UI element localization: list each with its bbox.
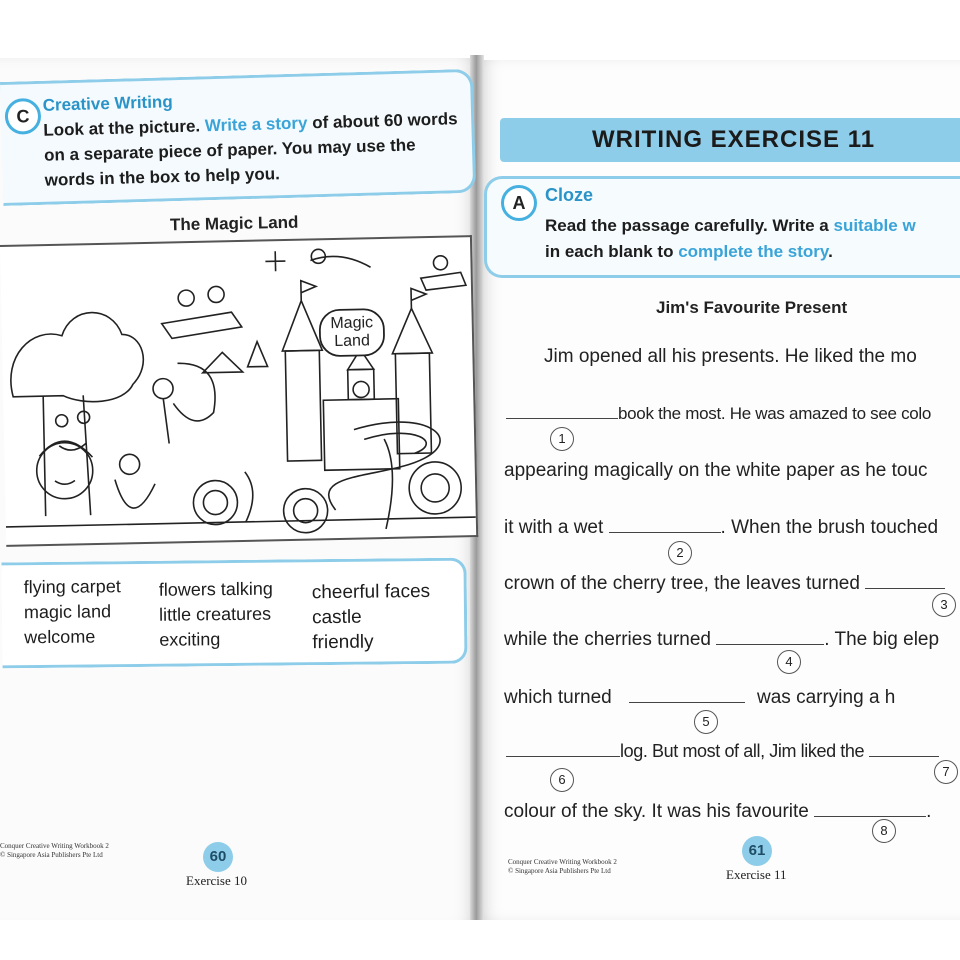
word-item: cheerful faces (311, 580, 431, 604)
section-badge-a: A (501, 185, 537, 221)
passage-line-3: appearing magically on the white paper as he touc (504, 460, 928, 481)
passage-line-2: book the most. He was amazed to see colo (506, 402, 931, 424)
blank-number-1: 1 (550, 427, 574, 451)
passage-line-7: which turned was carrying a h (504, 687, 896, 708)
word-column-1 (24, 574, 122, 650)
blank-number-3: 3 (932, 593, 956, 617)
passage-line-6: while the cherries turned . The big elep (504, 629, 940, 650)
passage-line-5: crown of the cherry tree, the leaves turned (504, 572, 945, 595)
right-exercise-label: Exercise 11 (726, 867, 787, 882)
picture-title: The Magic Land (169, 212, 299, 235)
blank-6[interactable] (506, 740, 620, 757)
table-surface (0, 920, 960, 960)
blank-4[interactable] (716, 628, 824, 645)
right-page-number: 61 (742, 836, 772, 866)
word-item: magic land (23, 601, 112, 623)
blank-3[interactable] (865, 572, 945, 589)
blank-7[interactable] (869, 740, 939, 757)
word-box (1, 558, 467, 669)
section-title-cloze: Cloze (545, 185, 594, 205)
cloze-header (484, 176, 960, 278)
magic-land-sign-line1: Magic (330, 314, 374, 333)
creative-writing-header (0, 69, 476, 206)
right-publisher-note: Conquer Creative Writing Workbook 2 © Singapore Asia Publishers Pte Ltd (508, 858, 617, 875)
blank-8[interactable] (814, 800, 926, 817)
illustration-drawing (0, 237, 476, 545)
blank-1[interactable] (506, 402, 618, 419)
magic-land-sign-line2: Land (334, 332, 371, 351)
blank-number-4: 4 (777, 650, 801, 674)
banner-title: WRITING EXERCISE 11 (592, 126, 876, 153)
creative-writing-instruction: Look at the picture. Write a story of about 60 words on a separate piece of paper. You may use the words in the box to help you. (43, 109, 458, 190)
word-column-3 (312, 579, 431, 655)
magic-land-illustration (0, 235, 478, 547)
word-item: exciting (159, 629, 221, 650)
blank-5[interactable] (629, 686, 745, 703)
passage-line-4: it with a wet . When the brush touched (504, 517, 939, 538)
word-item: welcome (24, 626, 96, 648)
passage-title: Jim's Favourite Present (656, 298, 848, 317)
left-exercise-label: Exercise 10 (186, 873, 248, 888)
section-badge-c: C (4, 98, 41, 135)
word-item: flowers talking (158, 578, 273, 600)
passage-line-8: log. But most of all, Jim liked the (506, 740, 939, 762)
left-page-number: 60 (203, 842, 233, 872)
cloze-instruction: Read the passage carefully. Write a suitable w in each blank to complete the story. (545, 216, 916, 261)
word-column-2 (159, 577, 274, 653)
word-item: flying carpet (23, 576, 121, 598)
passage-line-9: colour of the sky. It was his favourite . (504, 801, 932, 822)
blank-number-5: 5 (694, 710, 718, 734)
section-title-creative-writing: Creative Writing (42, 92, 173, 115)
blank-number-6: 6 (550, 768, 574, 792)
blank-number-8: 8 (872, 819, 896, 843)
word-item: little creatures (158, 603, 272, 625)
passage-line-1: Jim opened all his presents. He liked the mo (544, 346, 917, 367)
blank-number-7: 7 (934, 760, 958, 784)
writing-exercise-banner (500, 118, 960, 162)
word-item: castle (311, 606, 362, 629)
left-publisher-note: Conquer Creative Writing Workbook 2 © Singapore Asia Publishers Pte Ltd (0, 842, 109, 859)
word-item: friendly (312, 631, 374, 654)
blank-2[interactable] (609, 516, 721, 533)
blank-number-2: 2 (668, 541, 692, 565)
